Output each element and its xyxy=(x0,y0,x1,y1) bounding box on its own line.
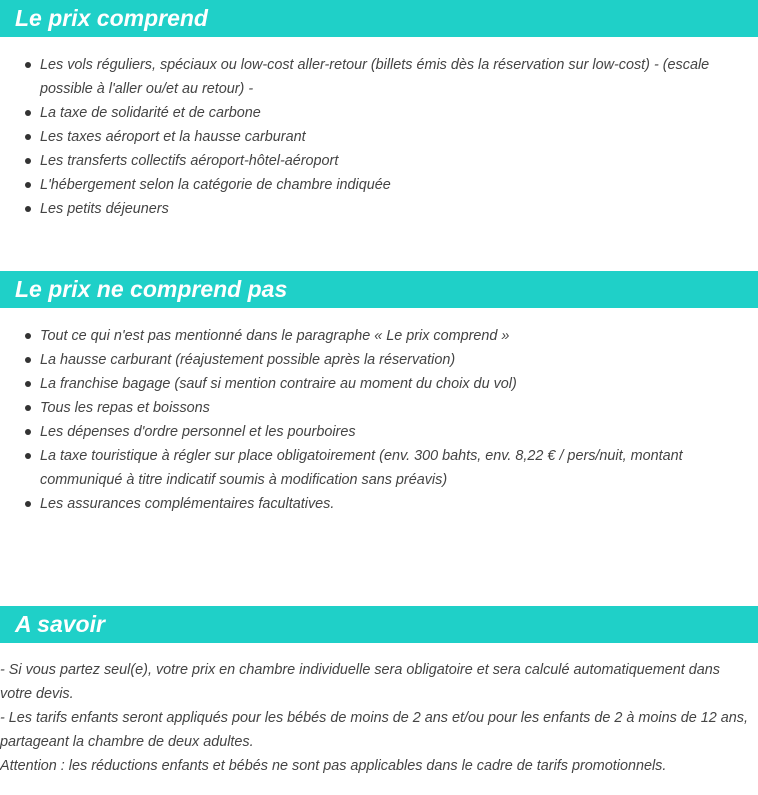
list-item-text: La hausse carburant (réajustement possible après la réservation) xyxy=(40,352,456,368)
bullet-icon xyxy=(25,501,31,507)
section-title-good-to-know: A savoir xyxy=(15,611,105,637)
note-paragraph: - Les tarifs enfants seront appliqués pour les bébés de moins de 2 ans et/ou pour les enfants de 2 à moins de 12 ans, partageant la chambre de deux adultes. xyxy=(0,710,748,750)
note-paragraph: Attention : les réductions enfants et bébés ne sont pas applicables dans le cadre de tarifs promotionnels. xyxy=(0,758,667,774)
list-item xyxy=(0,396,758,420)
list-item-text: La taxe de solidarité et de carbone xyxy=(40,105,261,121)
list-item-text: Tous les repas et boissons xyxy=(40,400,210,416)
bullet-icon xyxy=(25,182,31,188)
bullet-icon xyxy=(25,357,31,363)
list-item xyxy=(0,372,758,396)
bullet-icon xyxy=(25,62,31,68)
list-item-text: Les transferts collectifs aéroport-hôtel-aéroport xyxy=(40,153,339,169)
bullet-icon xyxy=(25,405,31,411)
list-item xyxy=(0,173,758,197)
bullet-icon xyxy=(25,453,31,459)
section-title-not-included: Le prix ne comprend pas xyxy=(15,276,288,302)
list-item-text: La franchise bagage (sauf si mention contraire au moment du choix du vol) xyxy=(40,376,517,392)
list-item-text: Les dépenses d'ordre personnel et les pourboires xyxy=(40,424,356,440)
bullet-icon xyxy=(25,381,31,387)
bullet-icon xyxy=(25,333,31,339)
list-item xyxy=(0,101,758,125)
list-item xyxy=(0,492,758,516)
bullet-icon xyxy=(25,429,31,435)
section-title-included: Le prix comprend xyxy=(15,5,208,31)
list-item xyxy=(0,197,758,221)
list-item-text: L'hébergement selon la catégorie de chambre indiquée xyxy=(40,177,391,193)
included-list xyxy=(0,53,758,221)
list-item-text: Les petits déjeuners xyxy=(40,201,169,217)
note-paragraph: - Si vous partez seul(e), votre prix en chambre individuelle sera obligatoire et sera calculé automatiquement dans votre devis. xyxy=(0,662,720,702)
list-item-text: Les assurances complémentaires facultatives. xyxy=(40,496,335,512)
bullet-icon xyxy=(25,158,31,164)
not-included-list xyxy=(0,324,758,516)
list-item xyxy=(0,53,758,101)
section-header-good-to-know xyxy=(0,606,758,643)
list-item xyxy=(0,149,758,173)
bullet-icon xyxy=(25,134,31,140)
good-to-know-notes xyxy=(0,658,752,778)
bullet-icon xyxy=(25,110,31,116)
list-item xyxy=(0,324,758,348)
list-item-text: La taxe touristique à régler sur place obligatoirement (env. 300 bahts, env. 8,22 € / pers/nuit, montant communiqué à titre indicatif soumis à modification sans préavis) xyxy=(40,448,683,488)
list-item-text: Les vols réguliers, spéciaux ou low-cost aller-retour (billets émis dès la réservation sur low-cost) - (escale possible à l'aller ou/et au retour) - xyxy=(40,57,710,97)
list-item-text: Tout ce qui n'est pas mentionné dans le paragraphe « Le prix comprend » xyxy=(40,328,510,344)
list-item xyxy=(0,420,758,444)
list-item xyxy=(0,125,758,149)
bullet-icon xyxy=(25,206,31,212)
section-header-included xyxy=(0,0,758,37)
list-item xyxy=(0,348,758,372)
list-item-text: Les taxes aéroport et la hausse carburant xyxy=(40,129,306,145)
section-header-not-included xyxy=(0,271,758,308)
list-item xyxy=(0,444,758,492)
